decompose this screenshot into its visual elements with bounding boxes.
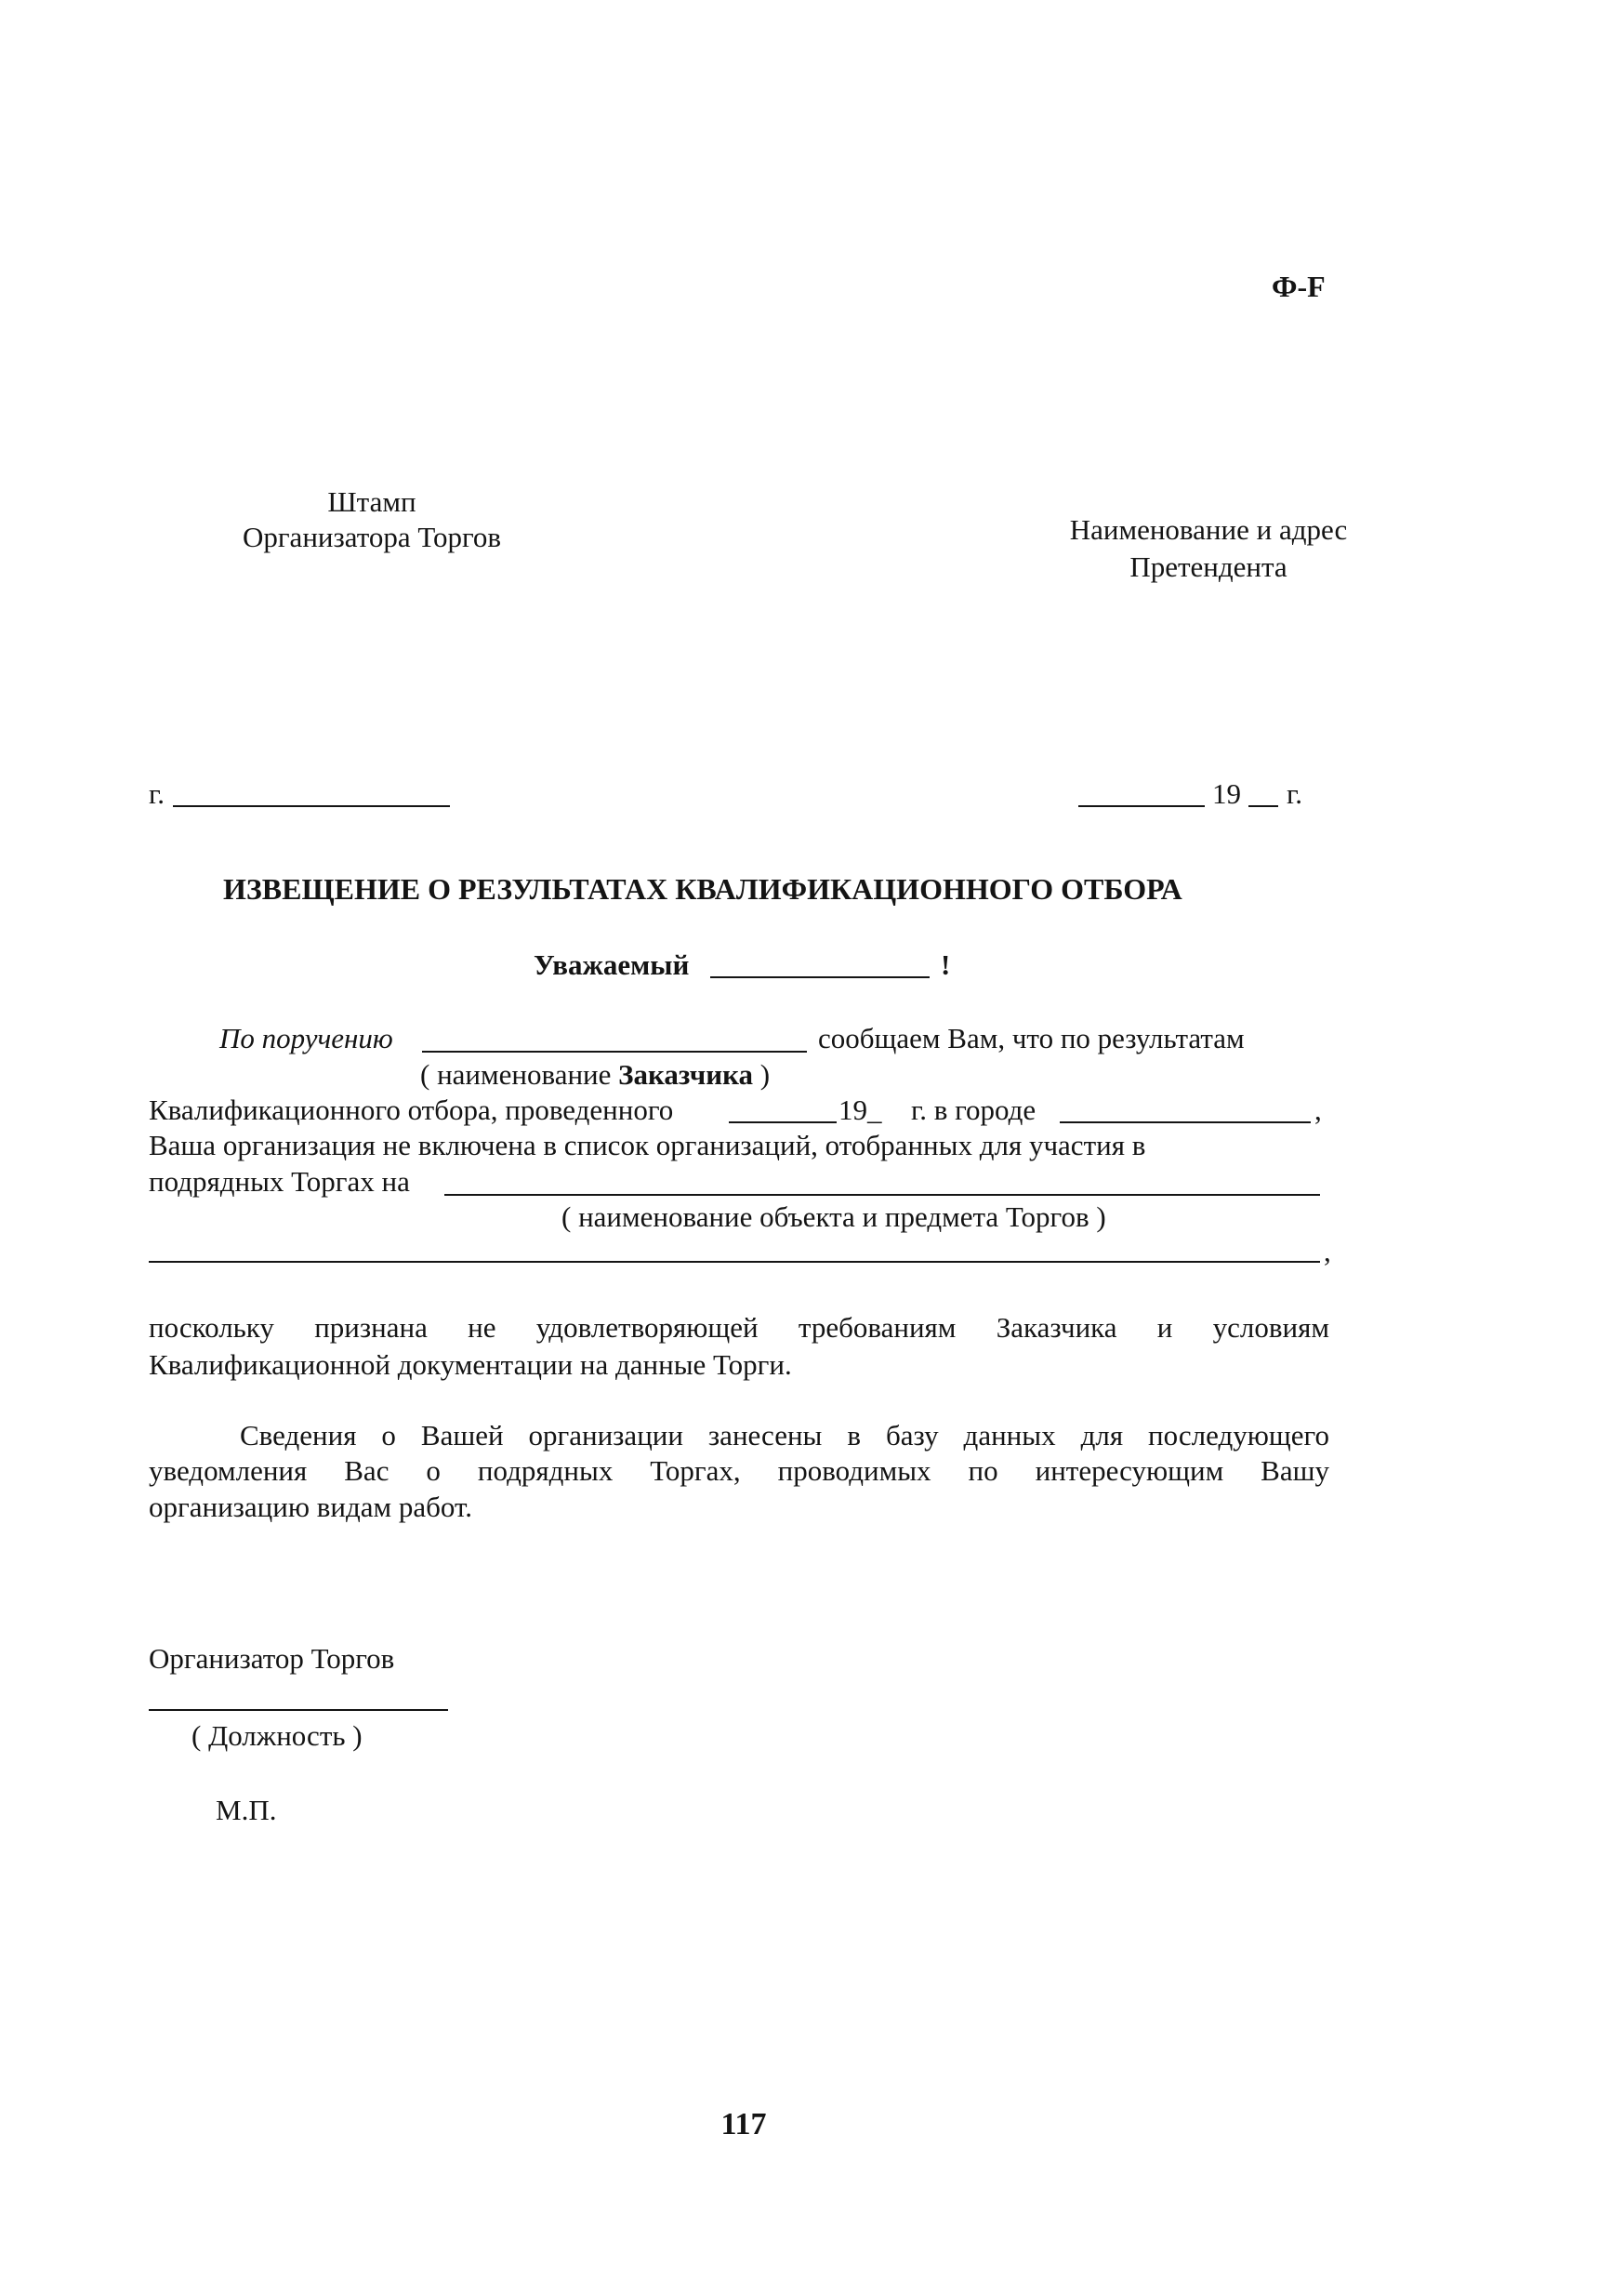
comma-1: , — [1314, 1094, 1322, 1126]
not-included-text: Ваша организация не включена в список организаций, отобранных для участия в — [149, 1129, 1146, 1161]
form-code: Ф-F — [1272, 270, 1326, 303]
customer-blank — [422, 1051, 807, 1053]
tenders-on-text: подрядных Торгах на — [149, 1165, 410, 1198]
signature-blank — [149, 1709, 448, 1711]
info-line-3: организацию видам работ. — [149, 1491, 472, 1523]
because-line-1: поскольку признана не удовлетворяющей требованиям Заказчика и условиям — [149, 1311, 1329, 1344]
greeting-word: Уважаемый — [534, 948, 690, 981]
customer-caption-close: ) — [752, 1058, 771, 1091]
info-line-2: уведомления Вас о подрядных Торгах, проводимых по интересующим Вашу — [149, 1454, 1329, 1487]
customer-caption — [420, 1060, 770, 1089]
recipient-line-2: Претендента — [1129, 550, 1287, 583]
date-year-suffix: г. — [1287, 777, 1302, 810]
seal-mark: М.П. — [216, 1794, 277, 1826]
info-line-1: Сведения о Вашей организации занесены в базу данных для последующего — [240, 1419, 1329, 1452]
stamp-line-1: Штамп — [327, 485, 416, 518]
city-blank — [173, 805, 450, 807]
comma-2: , — [1324, 1235, 1331, 1267]
object-blank — [444, 1194, 1320, 1196]
page-number: 117 — [720, 2107, 767, 2141]
selection-year-text: 19_ — [838, 1094, 882, 1126]
customer-caption-bold: Заказчика — [618, 1058, 753, 1091]
selection-date-blank — [729, 1121, 837, 1123]
greeting-end: ! — [941, 948, 951, 981]
recipient-line-1: Наименование и адрес — [1069, 513, 1348, 546]
object-blank-continued — [149, 1261, 1320, 1263]
in-city-text: г. в городе — [911, 1094, 1036, 1126]
by-order-text: По поручению — [219, 1022, 393, 1054]
position-caption: ( Должность ) — [191, 1719, 363, 1752]
year-blank — [1248, 805, 1278, 807]
date-blank — [1078, 805, 1205, 807]
date-year: 19 — [1212, 777, 1241, 810]
because-paragraph — [149, 1313, 1329, 1342]
organizer-label: Организатор Торгов — [149, 1642, 395, 1675]
we-inform-text: сообщаем Вам, что по результатам — [818, 1022, 1245, 1054]
info-paragraph-2 — [149, 1456, 1329, 1485]
stamp-line-2: Организатора Торгов — [242, 521, 502, 553]
qual-selection-text: Квалификационного отбора, проведенного — [149, 1094, 674, 1126]
because-line-2: Квалификационной документации на данные Торги. — [149, 1348, 792, 1381]
greeting-name-blank — [710, 976, 930, 978]
info-paragraph — [240, 1421, 1329, 1450]
selection-city-blank — [1060, 1121, 1311, 1123]
city-prefix: г. — [149, 777, 165, 810]
customer-caption-open: ( наименование — [420, 1058, 619, 1091]
document-title: ИЗВЕЩЕНИЕ О РЕЗУЛЬТАТАХ КВАЛИФИКАЦИОННОГО ОТБОРА — [223, 872, 1182, 906]
object-caption: ( наименование объекта и предмета Торгов ) — [561, 1200, 1106, 1233]
